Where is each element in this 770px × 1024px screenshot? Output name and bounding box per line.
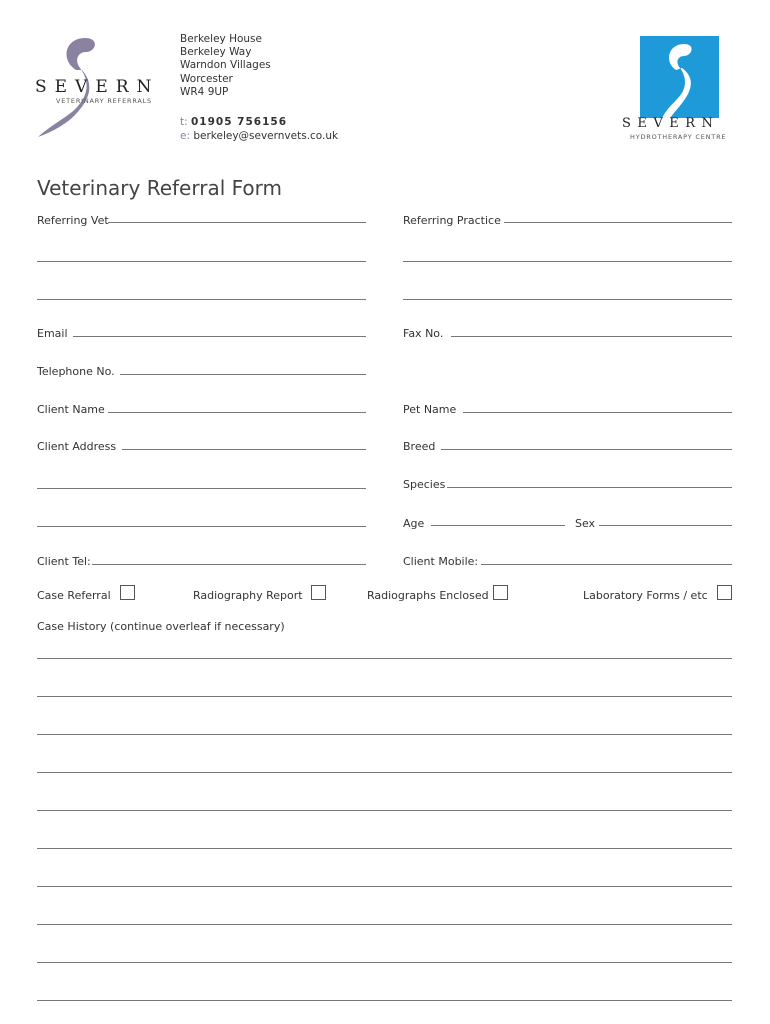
case-referral-checkbox[interactable] — [120, 585, 135, 600]
species-field[interactable] — [447, 487, 732, 488]
phone-number: 01905 756156 — [191, 116, 288, 128]
laboratory-forms-label: Laboratory Forms / etc — [583, 589, 708, 602]
email-line — [180, 129, 338, 143]
hydrotherapy-swirl-icon — [640, 36, 719, 118]
logo-tagline — [56, 97, 152, 105]
client-name-label: Client Name — [37, 403, 105, 416]
referring-practice-field-line2[interactable] — [403, 261, 732, 262]
radiography-report-label: Radiography Report — [193, 589, 303, 602]
client-address-label: Client Address — [37, 440, 117, 453]
address-line: Berkeley Way — [180, 46, 252, 59]
fax-field[interactable] — [451, 336, 732, 337]
sex-label: Sex — [575, 517, 596, 530]
hydrotherapy-tagline — [630, 133, 726, 141]
case-history-line[interactable] — [37, 696, 732, 697]
breed-label: Breed — [403, 440, 436, 453]
logo-tagline-b: REFERRALS — [107, 97, 152, 105]
case-history-line[interactable] — [37, 924, 732, 925]
email-field[interactable] — [73, 336, 366, 337]
client-mobile-field[interactable] — [481, 564, 732, 565]
hydrotherapy-tagline-a: HYDROTHERAPY — [630, 133, 693, 141]
breed-field[interactable] — [441, 449, 732, 450]
radiography-report-checkbox[interactable] — [311, 585, 326, 600]
client-address-field[interactable] — [122, 449, 366, 450]
sex-field[interactable] — [599, 525, 732, 526]
age-label: Age — [403, 517, 425, 530]
telephone-field[interactable] — [120, 374, 366, 375]
email-tag: e: — [180, 130, 190, 142]
radiographs-enclosed-label: Radiographs Enclosed — [367, 589, 489, 602]
phone-tag: t: — [180, 116, 188, 128]
laboratory-forms-checkbox[interactable] — [717, 585, 732, 600]
radiographs-enclosed-checkbox[interactable] — [493, 585, 508, 600]
address-line: Worcester — [180, 72, 233, 85]
pet-name-label: Pet Name — [403, 403, 457, 416]
fax-label: Fax No. — [403, 327, 444, 340]
species-label: Species — [403, 478, 446, 491]
case-history-line[interactable] — [37, 886, 732, 887]
referring-practice-field[interactable] — [504, 222, 732, 223]
referring-vet-field[interactable] — [108, 222, 366, 223]
client-tel-label: Client Tel: — [37, 555, 91, 568]
case-history-line[interactable] — [37, 848, 732, 849]
case-history-line[interactable] — [37, 810, 732, 811]
practice-address — [180, 33, 271, 99]
case-history-line[interactable] — [37, 772, 732, 773]
logo-tagline-a: VETERINARY — [56, 97, 105, 105]
email-address: berkeley@severnvets.co.uk — [193, 130, 339, 142]
client-mobile-label: Client Mobile: — [403, 555, 479, 568]
client-name-field[interactable] — [108, 412, 366, 413]
client-address-field-line2[interactable] — [37, 488, 366, 489]
pet-name-field[interactable] — [463, 412, 732, 413]
referring-practice-field-line3[interactable] — [403, 299, 732, 300]
hydrotherapy-logo-mark — [640, 36, 719, 118]
hydrotherapy-tagline-b: CENTRE — [695, 133, 727, 141]
referring-vet-label: Referring Vet — [37, 214, 109, 227]
referring-vet-field-line3[interactable] — [37, 299, 366, 300]
form-title: Veterinary Referral Form — [37, 176, 282, 200]
case-history-line[interactable] — [37, 658, 732, 659]
referring-practice-label: Referring Practice — [403, 214, 501, 227]
address-line: WR4 9UP — [180, 85, 229, 98]
address-line: Warndon Villages — [180, 59, 271, 72]
email-label: Email — [37, 327, 68, 340]
case-referral-label: Case Referral — [37, 589, 111, 602]
client-tel-field[interactable] — [92, 564, 366, 565]
referring-vet-field-line2[interactable] — [37, 261, 366, 262]
case-history-line[interactable] — [37, 734, 732, 735]
case-history-label: Case History (continue overleaf if necessary) — [37, 620, 285, 633]
case-history-line[interactable] — [37, 1000, 732, 1001]
case-history-line[interactable] — [37, 962, 732, 963]
client-address-field-line3[interactable] — [37, 526, 366, 527]
phone-line — [180, 115, 338, 129]
logo-wordmark: SEVERN — [35, 77, 160, 97]
address-line: Berkeley House — [180, 33, 262, 45]
hydrotherapy-wordmark: SEVERN — [622, 116, 720, 131]
practice-contact — [180, 115, 338, 143]
telephone-label: Telephone No. — [37, 365, 115, 378]
age-field[interactable] — [431, 525, 565, 526]
severn-referrals-logo — [30, 30, 170, 145]
